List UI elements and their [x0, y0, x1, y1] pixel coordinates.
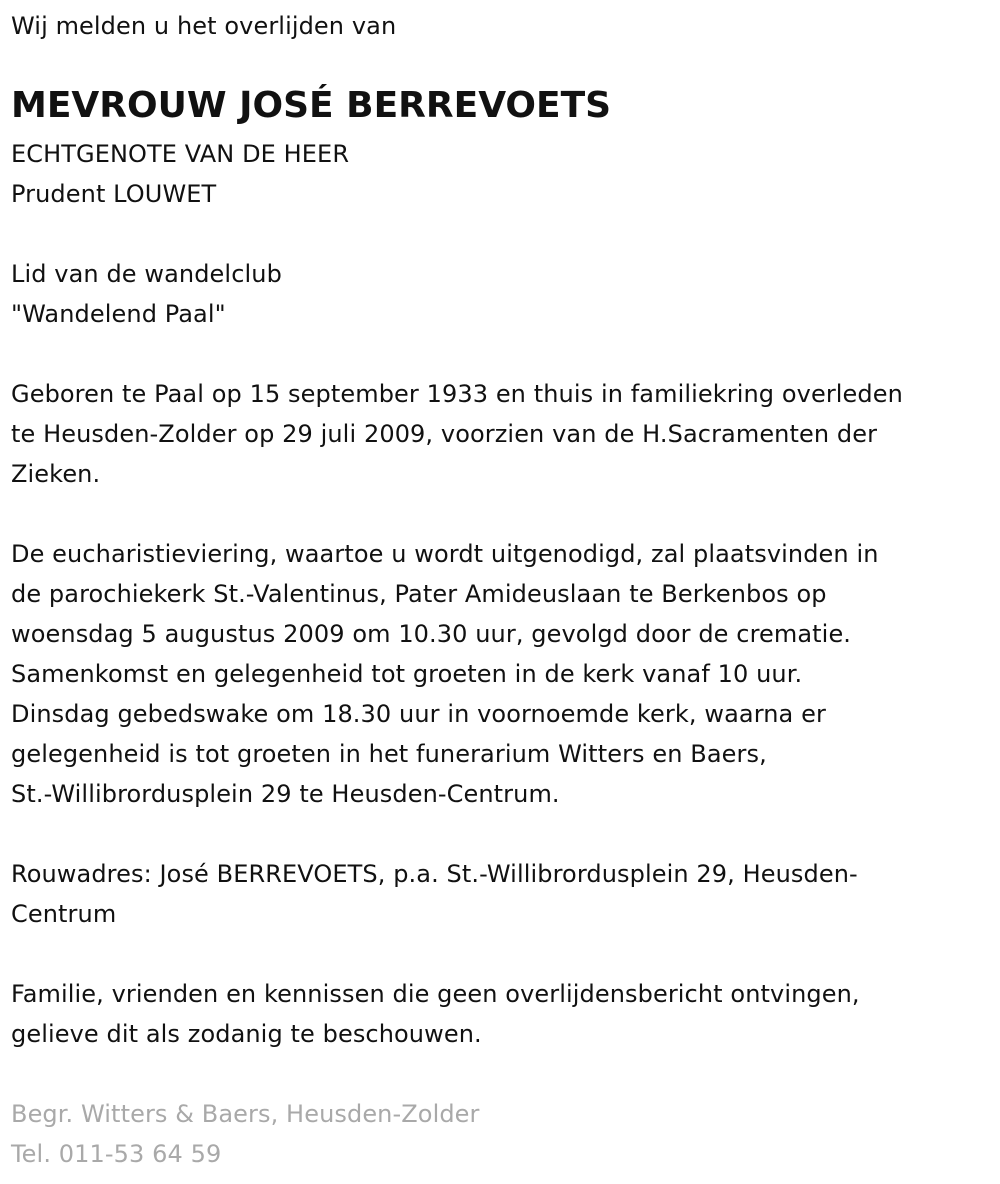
- paragraph-line: Samenkomst en gelegenheid tot groeten in de kerk vanaf 10 uur.: [11, 660, 803, 688]
- paragraph-line: te Heusden-Zolder op 29 juli 2009, voorzien van de H.Sacramenten der: [11, 420, 878, 448]
- paragraph-line: gelieve dit als zodanig te beschouwen.: [11, 1020, 482, 1048]
- birth-death-paragraph: [11, 374, 903, 494]
- club-line: Lid van de wandelclub: [11, 260, 282, 288]
- spouse-line: ECHTGENOTE VAN DE HEER: [11, 140, 350, 168]
- paragraph-line: Familie, vrienden en kennissen die geen overlijdensbericht ontvingen,: [11, 980, 860, 1008]
- spouse-block: [11, 134, 349, 214]
- paragraph-line: Dinsdag gebedswake om 18.30 uur in voornoemde kerk, waarna er: [11, 700, 826, 728]
- paragraph-line: woensdag 5 augustus 2009 om 10.30 uur, gevolgd door de crematie.: [11, 620, 852, 648]
- paragraph-line: de parochiekerk St.-Valentinus, Pater Amideuslaan te Berkenbos op: [11, 580, 827, 608]
- family-note: [11, 974, 860, 1054]
- club-block: [11, 254, 282, 334]
- ceremony-paragraph: [11, 534, 879, 814]
- spouse-line: Prudent LOUWET: [11, 180, 217, 208]
- paragraph-line: gelegenheid is tot groeten in het funerarium Witters en Baers,: [11, 740, 767, 768]
- paragraph-line: Zieken.: [11, 460, 101, 488]
- funeral-home-name: Begr. Witters & Baers, Heusden-Zolder: [11, 1100, 480, 1128]
- paragraph-line: Rouwadres: José BERREVOETS, p.a. St.-Willibrordusplein 29, Heusden-: [11, 860, 858, 888]
- funeral-home-phone: Tel. 011-53 64 59: [11, 1140, 222, 1168]
- paragraph-line: Centrum: [11, 900, 117, 928]
- paragraph-line: Geboren te Paal op 15 september 1933 en thuis in familiekring overleden: [11, 380, 903, 408]
- paragraph-line: St.-Willibrordusplein 29 te Heusden-Centrum.: [11, 780, 560, 808]
- club-line: "Wandelend Paal": [11, 300, 226, 328]
- paragraph-line: De eucharistieviering, waartoe u wordt uitgenodigd, zal plaatsvinden in: [11, 540, 879, 568]
- deceased-name: MEVROUW JOSÉ BERREVOETS: [11, 85, 612, 126]
- intro-text: Wij melden u het overlijden van: [11, 12, 397, 40]
- funeral-home-footer: [11, 1094, 480, 1174]
- mourning-address: [11, 854, 858, 934]
